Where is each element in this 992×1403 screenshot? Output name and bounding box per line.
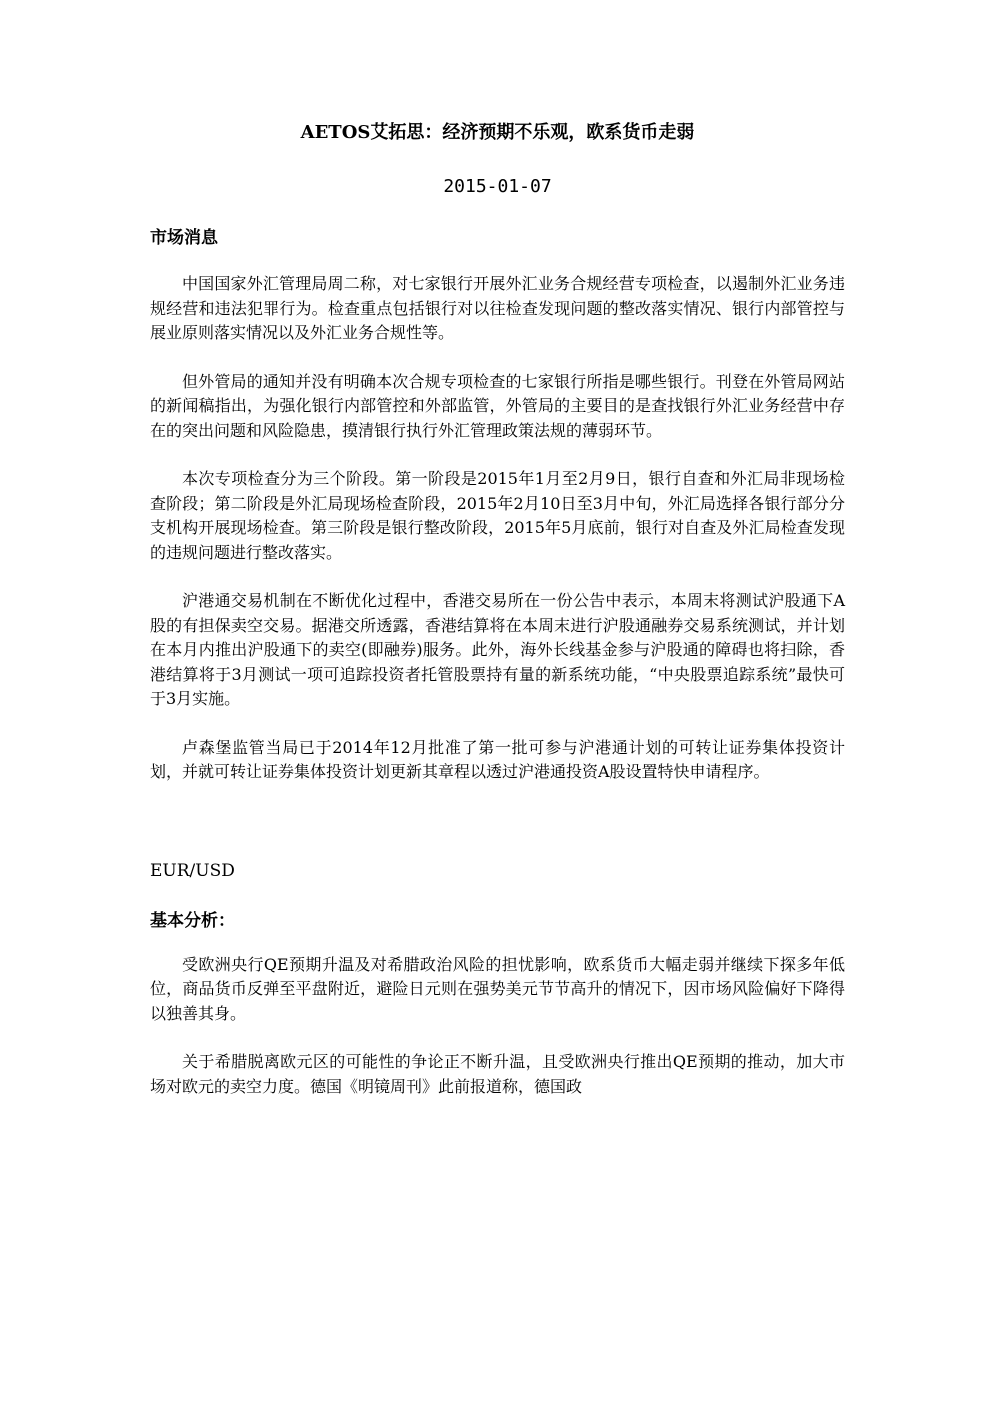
paragraph: 卢森堡监管当局已于2014年12月批准了第一批可参与沪港通计划的可转让证券集体投资计划，并就可转让证券集体投资计划更新其章程以透过沪港通投资A股设置特快申请程序。 xyxy=(150,737,845,781)
paragraph: 关于希腊脱离欧元区的可能性的争论正不断升温，且受欧洲央行推出QE预期的推动，加大市场对欧元的卖空力度。德国《明镜周刊》此前报道称，德国政 xyxy=(150,1052,845,1096)
document-title: AETOS艾拓思：经济预期不乐观，欧系货币走弱 xyxy=(300,122,695,143)
document-page xyxy=(150,118,845,1099)
section-heading-fundamental-analysis: 基本分析： xyxy=(150,910,235,931)
paragraph: 沪港通交易机制在不断优化过程中，香港交易所在一份公告中表示，本周末将测试沪股通下A股的有担保卖空交易。据港交所透露，香港结算将在本周末进行沪股通融券交易系统测试，并计划在本月内推出沪股通下的卖空(即融券)服务。此外，海外长线基金参与沪股通的障碍也将扫除，香港结算将于3月测试一项可追踪投资者托管股票持有量的新系统功能，“中央股票追踪系统”最快可于3月实施。 xyxy=(150,591,845,708)
document-date: 2015-01-07 xyxy=(443,176,552,197)
section-heading-market-news: 市场消息 xyxy=(150,228,218,248)
paragraph: 但外管局的通知并没有明确本次合规专项检查的七家银行所指是哪些银行。刊登在外管局网站的新闻稿指出，为强化银行内部管控和外部监管，外管局的主要目的是查找银行外汇业务经营中存在的突出问题和风险隐患，摸清银行执行外汇管理政策法规的薄弱环节。 xyxy=(150,371,845,440)
paragraph: 中国国家外汇管理局周二称，对七家银行开展外汇业务合规经营专项检查，以遏制外汇业务违规经营和违法犯罪行为。检查重点包括银行对以往检查发现问题的整改落实情况、银行内部管控与展业原则落实情况以及外汇业务合规性等。 xyxy=(150,274,845,342)
currency-pair-label: EUR/USD xyxy=(150,860,235,881)
paragraph: 受欧洲央行QE预期升温及对希腊政治风险的担忧影响，欧系货币大幅走弱并继续下探多年低位，商品货币反弹至平盘附近，避险日元则在强势美元节节高升的情况下，因市场风险偏好下降得以独善其身。 xyxy=(150,954,845,1023)
paragraph: 本次专项检查分为三个阶段。第一阶段是2015年1月至2月9日，银行自查和外汇局非现场检查阶段；第二阶段是外汇局现场检查阶段，2015年2月10日至3月中旬，外汇局选择各银行部分分支机构开展现场检查。第三阶段是银行整改阶段，2015年5月底前，银行对自查及外汇局检查发现的违规问题进行整改落实。 xyxy=(150,469,845,562)
